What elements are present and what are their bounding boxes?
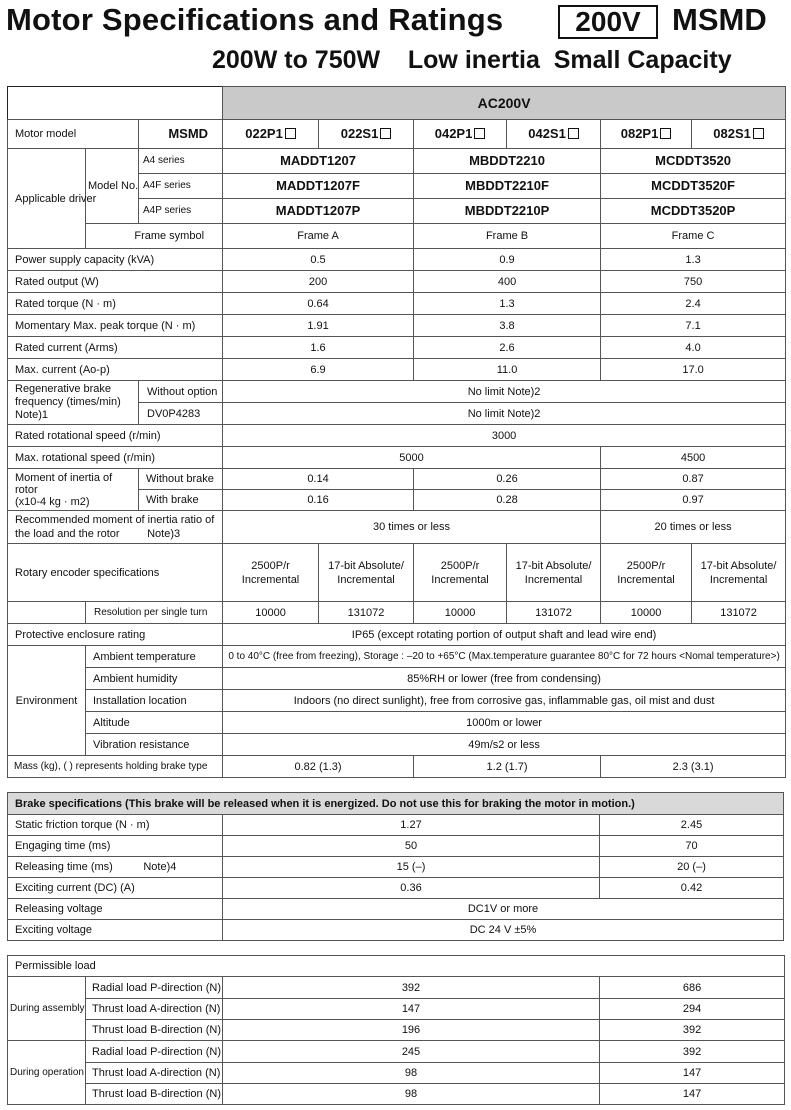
encoder-type: 2500P/r Incremental xyxy=(601,544,692,602)
spec-label: Momentary Max. peak torque (N · m) xyxy=(8,315,223,337)
load-value: 294 xyxy=(600,999,785,1020)
spec-value: 17.0 xyxy=(601,359,786,381)
spec-value: 3.8 xyxy=(414,315,601,337)
model-cell: 082P1 xyxy=(601,120,692,149)
model-cell: 022S1 xyxy=(319,120,414,149)
spec-label: Rated output (W) xyxy=(8,271,223,293)
load-label: Thrust load B-direction (N) xyxy=(86,1020,223,1041)
spec-label: Protective enclosure rating xyxy=(8,624,223,646)
spec-value: 4.0 xyxy=(601,337,786,359)
brake-label: Releasing voltage xyxy=(8,899,223,920)
spec-label: Rated torque (N · m) xyxy=(8,293,223,315)
option-name: DV0P4283 xyxy=(139,403,223,425)
spec-value: 1.6 xyxy=(223,337,414,359)
brake-label: Static friction torque (N · m) xyxy=(8,815,223,836)
env-value: 49m/s2 or less xyxy=(223,734,786,756)
motor-model-label: Motor model xyxy=(8,120,139,149)
load-label: Thrust load A-direction (N) xyxy=(86,1063,223,1084)
encoder-label: Rotary encoder specifications xyxy=(8,544,223,602)
series-label: A4P series xyxy=(139,199,223,224)
page-title: Motor Specifications and Ratings xyxy=(6,2,504,37)
env-value: Indoors (no direct sunlight), free from corrosive gas, inflammable gas, oil mist and dust xyxy=(223,690,786,712)
load-label: Thrust load B-direction (N) xyxy=(86,1084,223,1105)
resolution-label: Resolution per single turn xyxy=(86,602,223,624)
driver-cell: MCDDT3520F xyxy=(601,174,786,199)
driver-cell: MADDT1207 xyxy=(223,149,414,174)
spec-value: 0.26 xyxy=(414,469,601,490)
inertia-unit: (x10-4 kg · m2) xyxy=(15,495,90,508)
spec-value: 30 times or less xyxy=(223,511,601,544)
encoder-type: 17-bit Absolute/ Incremental xyxy=(507,544,601,602)
blank-cell xyxy=(8,87,223,120)
series-label: A4F series xyxy=(139,174,223,199)
spec-value: 0.9 xyxy=(414,249,601,271)
spec-value: 0.64 xyxy=(223,293,414,315)
encoder-type: 2500P/r Incremental xyxy=(414,544,507,602)
blank-cell xyxy=(8,602,86,624)
without-brake-label: Without brake xyxy=(139,469,223,490)
spec-value: 2.4 xyxy=(601,293,786,315)
mass-label: Mass (kg), ( ) represents holding brake type xyxy=(8,756,223,778)
load-group-label: During assembly xyxy=(8,977,86,1041)
model-cell: 042P1 xyxy=(414,120,507,149)
load-label: Radial load P-direction (N) xyxy=(86,977,223,999)
spec-value: 4500 xyxy=(601,447,786,469)
spec-value: 2.3 (3.1) xyxy=(601,756,786,778)
load-value: 147 xyxy=(600,1084,785,1105)
brake-label: Releasing time (ms) Note)4 xyxy=(8,857,223,878)
load-title: Permissible load xyxy=(8,956,785,977)
model-cell: 042S1 xyxy=(507,120,601,149)
brake-label: Exciting current (DC) (A) xyxy=(8,878,223,899)
brake-label: Exciting voltage xyxy=(8,920,223,941)
motor-spec-table xyxy=(7,86,786,778)
load-value: 392 xyxy=(600,1041,785,1063)
brake-value: 0.42 xyxy=(600,878,784,899)
driver-cell: MCDDT3520 xyxy=(601,149,786,174)
env-value: 85%RH or lower (free from condensing) xyxy=(223,668,786,690)
spec-value: 750 xyxy=(601,271,786,293)
spec-value: 1.3 xyxy=(414,293,601,315)
spec-value: 0.97 xyxy=(601,490,786,511)
resolution-value: 131072 xyxy=(692,602,786,624)
without-option-label: Without option xyxy=(139,381,223,403)
page-subtitle: 200W to 750W Low inertia Small Capacity xyxy=(212,46,732,74)
brake-value: 15 (–) xyxy=(223,857,600,878)
spec-label: Power supply capacity (kVA) xyxy=(8,249,223,271)
brake-title: Brake specifications (This brake will be released when it is energized. Do not use this for braking the motor in motion.) xyxy=(8,793,784,815)
load-value: 245 xyxy=(223,1041,600,1063)
resolution-value: 131072 xyxy=(319,602,414,624)
spec-value: 5000 xyxy=(223,447,601,469)
load-value: 196 xyxy=(223,1020,600,1041)
spec-value: 0.16 xyxy=(223,490,414,511)
env-value: 0 to 40°C (free from freezing), Storage : –20 to +65°C (Max.temperature guarantee 80°C for 72 hours <Nomal temperature>) xyxy=(223,646,786,668)
spec-value: 1.3 xyxy=(601,249,786,271)
brake-spec-table xyxy=(7,792,784,941)
permissible-load-table xyxy=(7,955,785,1105)
motor-model-series: MSMD xyxy=(139,120,223,149)
encoder-type: 17-bit Absolute/ Incremental xyxy=(692,544,786,602)
recommended-note: Note)3 xyxy=(147,528,181,540)
env-label: Ambient temperature xyxy=(86,646,223,668)
brake-label: Engaging time (ms) xyxy=(8,836,223,857)
spec-value: 1.91 xyxy=(223,315,414,337)
regen-label: Regenerative brake frequency (times/min) Note)1 xyxy=(8,381,139,425)
brake-value: 70 xyxy=(600,836,784,857)
voltage-box: 200V xyxy=(558,5,658,39)
spec-value: 0.5 xyxy=(223,249,414,271)
spec-value: 6.9 xyxy=(223,359,414,381)
spec-value: 200 xyxy=(223,271,414,293)
env-label: Installation location xyxy=(86,690,223,712)
spec-value: 2.6 xyxy=(414,337,601,359)
spec-value: 400 xyxy=(414,271,601,293)
with-brake-label: With brake xyxy=(139,490,223,511)
load-value: 686 xyxy=(600,977,785,999)
brake-value: 1.27 xyxy=(223,815,600,836)
driver-cell: MBDDT2210P xyxy=(414,199,601,224)
spec-label: Max. current (Ao-p) xyxy=(8,359,223,381)
env-label: Altitude xyxy=(86,712,223,734)
load-group-label: During operation xyxy=(8,1041,86,1105)
load-value: 147 xyxy=(223,999,600,1020)
brake-value: 20 (–) xyxy=(600,857,784,878)
regen-value: No limit Note)2 xyxy=(223,381,786,403)
frame-cell: Frame C xyxy=(601,224,786,249)
env-label: Vibration resistance xyxy=(86,734,223,756)
resolution-value: 10000 xyxy=(223,602,319,624)
brake-value: DC 24 V ±5% xyxy=(223,920,784,941)
load-label: Thrust load A-direction (N) xyxy=(86,999,223,1020)
frame-cell: Frame B xyxy=(414,224,601,249)
spec-value: 0.28 xyxy=(414,490,601,511)
load-value: 98 xyxy=(223,1084,600,1105)
spec-value: 11.0 xyxy=(414,359,601,381)
spec-label: Max. rotational speed (r/min) xyxy=(8,447,223,469)
recommended-label: Recommended moment of inertia ratio of the load and the rotor Note)3 xyxy=(8,511,223,544)
spec-value: 7.1 xyxy=(601,315,786,337)
driver-cell: MADDT1207F xyxy=(223,174,414,199)
model-cell: 082S1 xyxy=(692,120,786,149)
environment-label: Environment xyxy=(8,646,86,756)
driver-cell: MADDT1207P xyxy=(223,199,414,224)
spec-value: 0.87 xyxy=(601,469,786,490)
brake-value: 0.36 xyxy=(223,878,600,899)
load-value: 392 xyxy=(223,977,600,999)
encoder-type: 2500P/r Incremental xyxy=(223,544,319,602)
brake-value: 2.45 xyxy=(600,815,784,836)
resolution-value: 131072 xyxy=(507,602,601,624)
resolution-value: 10000 xyxy=(601,602,692,624)
spec-value: 1.2 (1.7) xyxy=(414,756,601,778)
series-name: MSMD xyxy=(672,2,767,37)
spec-value: 0.14 xyxy=(223,469,414,490)
frame-cell: Frame A xyxy=(223,224,414,249)
spec-value: 0.82 (1.3) xyxy=(223,756,414,778)
load-value: 147 xyxy=(600,1063,785,1084)
spec-value: 20 times or less xyxy=(601,511,786,544)
env-value: 1000m or lower xyxy=(223,712,786,734)
series-label: A4 series xyxy=(139,149,223,174)
brake-value: 50 xyxy=(223,836,600,857)
spec-label: Rated rotational speed (r/min) xyxy=(8,425,223,447)
spec-value: 3000 xyxy=(223,425,786,447)
spec-value: IP65 (except rotating portion of output shaft and lead wire end) xyxy=(223,624,786,646)
resolution-value: 10000 xyxy=(414,602,507,624)
driver-cell: MBDDT2210 xyxy=(414,149,601,174)
load-value: 392 xyxy=(600,1020,785,1041)
driver-cell: MCDDT3520P xyxy=(601,199,786,224)
spec-label: Rated current (Arms) xyxy=(8,337,223,359)
env-label: Ambient humidity xyxy=(86,668,223,690)
encoder-type: 17-bit Absolute/ Incremental xyxy=(319,544,414,602)
model-cell: 022P1 xyxy=(223,120,319,149)
frame-symbol-label: Frame symbol xyxy=(86,224,223,249)
inertia-label: Moment of inertia of rotor (x10-4 kg · m2) xyxy=(8,469,139,511)
load-label: Radial load P-direction (N) xyxy=(86,1041,223,1063)
regen-value: No limit Note)2 xyxy=(223,403,786,425)
brake-value: DC1V or more xyxy=(223,899,784,920)
driver-cell: MBDDT2210F xyxy=(414,174,601,199)
page-header xyxy=(6,2,791,40)
model-no-label: Model No. xyxy=(86,149,139,224)
load-value: 98 xyxy=(223,1063,600,1084)
ac-header: AC200V xyxy=(223,87,786,120)
applicable-driver-label: Applicable driver xyxy=(8,149,86,249)
